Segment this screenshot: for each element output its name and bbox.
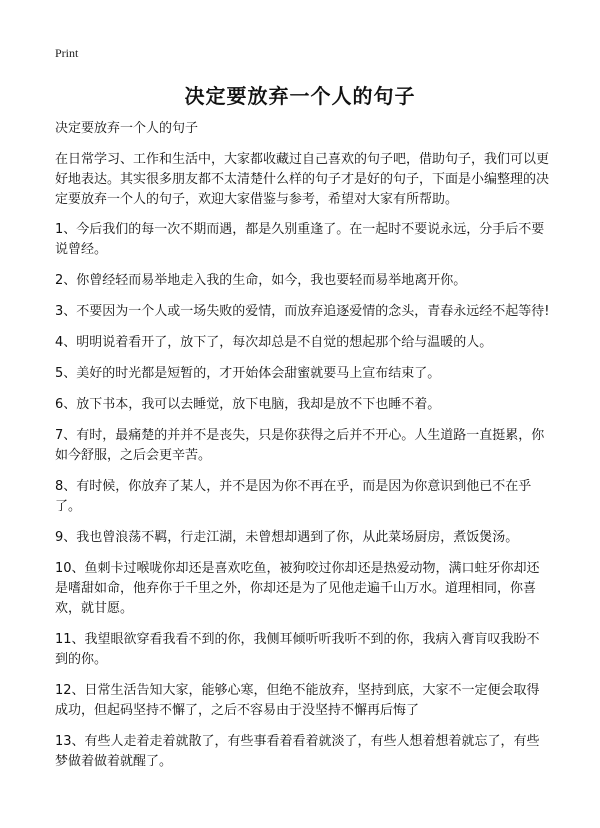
sentence-item: 2、你曾经轻而易举地走入我的生命，如今，我也要轻而易举地离开你。 [55, 273, 467, 288]
sentence-item: 3、不要因为一个人或一场失败的爱情，而放弃追逐爱情的念头，青春永远经不起等待! [55, 304, 550, 319]
sentence-item: 12、日常生活告知大家，能够心寒，但绝不能放弃，坚持到底，大家不一定便会取得成功，但起码坚持不懈了，之后不容易由于没坚持不懈再后悔了 [55, 683, 540, 718]
sentence-item: 9、我也曾浪荡不羁，行走江湖，未曾想却遇到了你，从此菜场厨房，煮饭煲汤。 [55, 530, 519, 545]
sentence-item: 6、放下书本，我可以去睡觉，放下电脑，我却是放不下也睡不着。 [55, 397, 441, 412]
sentence-list [55, 220, 552, 772]
intro-paragraph: 在日常学习、工作和生活中，大家都收藏过自己喜欢的句子吧，借助句子，我们可以更好地表达。其实很多朋友都不太清楚什么样的句子才是好的句子，下面是小编整理的决定要放弃一个人的句子，欢迎大家借鉴与参考，希望对大家有所帮助。 [55, 152, 550, 207]
sentence-item: 7、有时，最痛楚的并并不是丧失，只是你获得之后并不开心。人生道路一直挺累，你如今舒服，之后会更辛苦。 [55, 428, 545, 463]
document-title: 决定要放弃一个人的句子 [184, 84, 416, 108]
document-body [55, 119, 552, 783]
sentence-item: 11、我望眼欲穿看我看不到的你，我侧耳倾听听我听不到的你，我病入膏肓叹我盼不到的你。 [55, 632, 540, 667]
sentence-item: 13、有些人走着走着就散了，有些事看着看着就淡了，有些人想着想着就忘了，有些梦做着做着就醒了。 [55, 734, 540, 769]
sentence-item: 8、有时候，你放弃了某人，并不是因为你不再在乎，而是因为你意识到他已不在乎了。 [55, 479, 532, 514]
sentence-item: 1、今后我们的每一次不期而遇，都是久别重逢了。在一起时不要说永远，分手后不要说曾经。 [55, 222, 545, 257]
document-subtitle: 决定要放弃一个人的句子 [55, 121, 199, 136]
sentence-item: 4、明明说着看开了，放下了，每次却总是不自觉的想起那个给与温暖的人。 [55, 335, 493, 350]
sentence-item: 10、鱼刺卡过喉咙你却还是喜欢吃鱼，被狗咬过你却还是热爱动物，满口蛀牙你却还是嗜甜如命，他弃你于千里之外，你却还是为了见他走遍千山万水。道理相同，你喜欢，就甘愿。 [55, 561, 540, 616]
sentence-item: 5、美好的时光都是短暂的，才开始体会甜蜜就要马上宣布结束了。 [55, 366, 441, 381]
print-link[interactable]: Print [55, 46, 79, 60]
